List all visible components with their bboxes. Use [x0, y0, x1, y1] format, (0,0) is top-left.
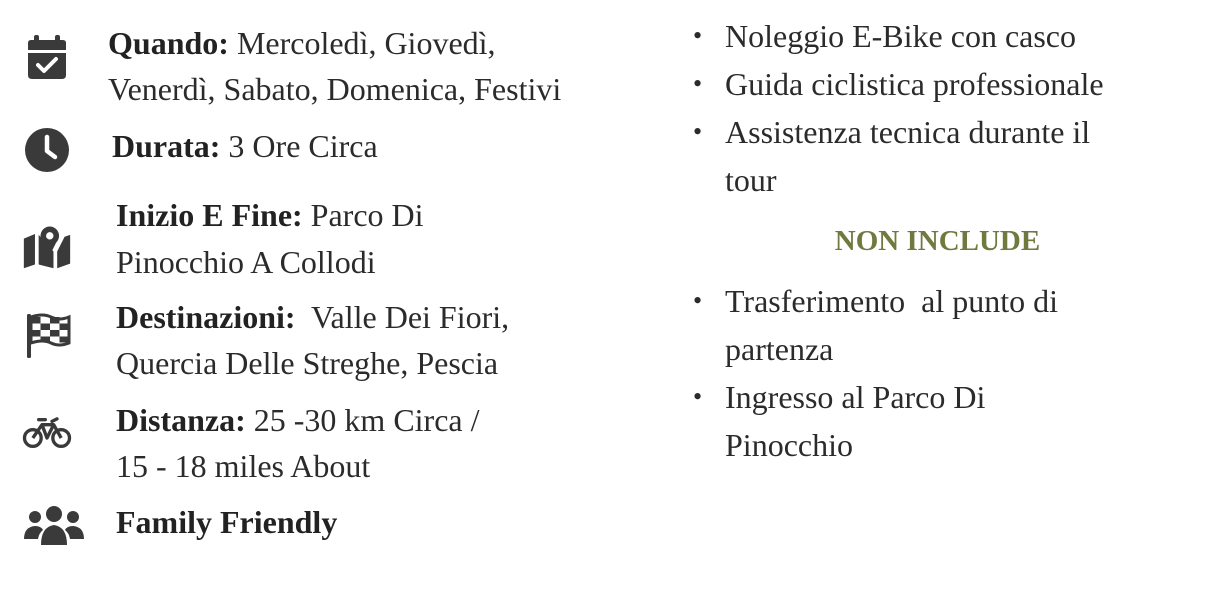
- detail-family-line1: [116, 499, 337, 546]
- bullet: •: [693, 382, 703, 411]
- include-item-text: Noleggio E-Bike con casco: [725, 18, 1076, 54]
- not-included-item-text: Pinocchio: [725, 427, 853, 463]
- bullet: •: [693, 286, 703, 315]
- detail-start-end-line2: Pinocchio A Collodi: [116, 244, 376, 280]
- detail-start-end-value: Parco Di: [302, 197, 424, 233]
- users-icon: [22, 500, 86, 550]
- checkered-flag-icon: [22, 310, 72, 360]
- include-item-text: tour: [725, 162, 777, 198]
- clock-icon: [22, 125, 72, 175]
- detail-when-label: Quando:: [108, 25, 229, 61]
- bullet: •: [693, 69, 703, 98]
- include-item-text: Assistenza tecnica durante il: [725, 114, 1091, 150]
- not-included-item-text: Ingresso al Parco Di: [725, 379, 986, 415]
- included-section: [690, 0, 1210, 594]
- list-item: [690, 12, 1210, 60]
- list-item: [690, 277, 1210, 325]
- detail-distance-line2: 15 - 18 miles About: [116, 448, 371, 484]
- detail-duration-label: Durata:: [112, 128, 221, 164]
- list-item-continuation: [690, 156, 1210, 204]
- not-included-item-text: partenza: [725, 331, 834, 367]
- list-item-continuation: [690, 421, 1210, 469]
- list-item: [690, 60, 1210, 108]
- bullet: •: [693, 117, 703, 146]
- detail-when-line2: Venerdì, Sabato, Domenica, Festivi: [108, 71, 562, 107]
- not-included-list: [690, 277, 1210, 469]
- includes-list: [690, 12, 1210, 204]
- include-item-text: Guida ciclistica professionale: [725, 66, 1104, 102]
- list-item: [690, 108, 1210, 156]
- detail-start-end-label: Inizio E Fine:: [116, 197, 303, 233]
- not-included-heading: NON INCLUDE: [834, 225, 1041, 257]
- detail-start-end-line1: [116, 192, 424, 239]
- detail-distance-label: Distanza:: [116, 402, 246, 438]
- detail-destinations-line1: [116, 294, 509, 341]
- detail-destinations-label: Destinazioni:: [116, 299, 296, 335]
- list-item-continuation: [690, 325, 1210, 373]
- bullet: •: [693, 21, 703, 50]
- detail-destinations-value: Valle Dei Fiori,: [295, 299, 510, 335]
- bicycle-icon: [22, 408, 72, 458]
- list-item: [690, 373, 1210, 421]
- detail-distance-value: 25 -30 km Circa /: [245, 402, 480, 438]
- detail-distance-line1: [116, 397, 480, 444]
- map-marker-icon: [22, 221, 72, 271]
- detail-family-label: Family Friendly: [116, 504, 338, 540]
- detail-when-line1: [108, 20, 496, 67]
- not-included-item-text: Trasferimento al punto di: [725, 283, 1058, 319]
- detail-when-value: Mercoledì, Giovedì,: [228, 25, 496, 61]
- calendar-check-icon: [22, 32, 72, 82]
- detail-destinations-line2: Quercia Delle Streghe, Pescia: [116, 345, 499, 381]
- detail-duration-line1: [112, 123, 378, 170]
- detail-duration-value: 3 Ore Circa: [220, 128, 378, 164]
